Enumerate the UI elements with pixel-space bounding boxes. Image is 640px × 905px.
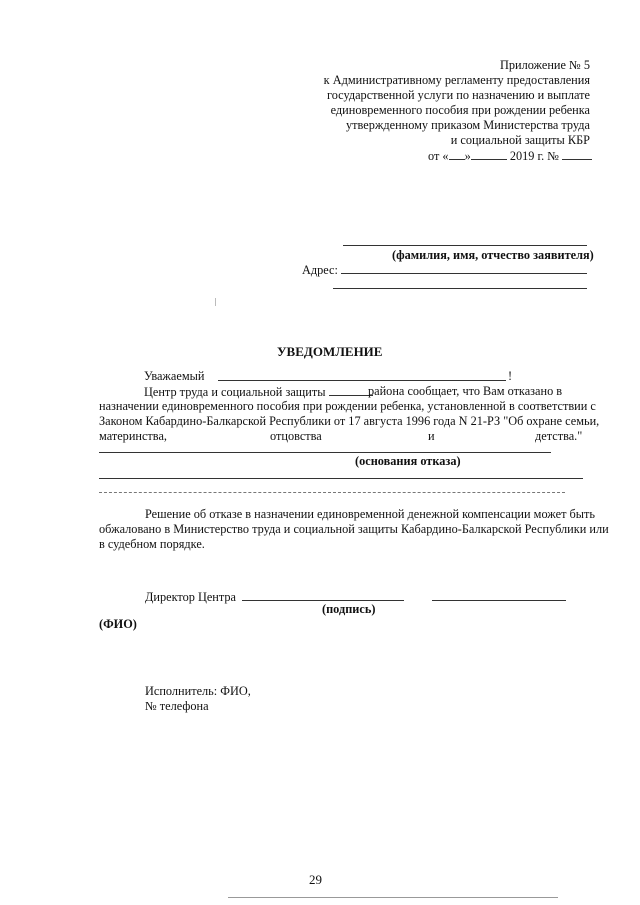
appendix-number: Приложение № 5	[499, 58, 590, 72]
reason-line-3	[99, 492, 565, 493]
notice-word-4: детства."	[535, 429, 583, 443]
center-name-text: Центр труда и социальной защиты	[144, 385, 326, 399]
name-line	[432, 600, 566, 601]
date-prefix: от «	[428, 149, 449, 163]
executor-line-2: № телефона	[145, 699, 209, 713]
page-number: 29	[309, 872, 322, 887]
appendix-line-5: утвержденному приказом Министерства труда	[346, 118, 590, 132]
salutation-name-line	[218, 380, 506, 381]
date-year: 2019 г. №	[509, 149, 560, 163]
date-day-blank	[449, 148, 465, 160]
district-blank	[329, 384, 373, 396]
executor-line-1: Исполнитель: ФИО,	[145, 684, 251, 698]
salutation-exclaim: !	[508, 369, 513, 383]
reason-line-2	[99, 478, 583, 479]
notice-line-2: назначении единовременного пособия при рождении ребенка, установленной в соответствии с	[99, 399, 596, 413]
appeal-line-3: в судебном порядке.	[99, 537, 205, 551]
bottom-scan-line	[228, 897, 558, 898]
reason-caption: (основания отказа)	[355, 454, 461, 468]
address-line-2	[333, 288, 587, 289]
notice-line-1	[144, 384, 373, 400]
appendix-date-line	[428, 148, 592, 164]
applicant-name-line	[343, 245, 587, 246]
reason-line-1	[99, 452, 551, 453]
signature-line	[242, 600, 404, 601]
applicant-name-caption: (фамилия, имя, отчество заявителя)	[392, 248, 594, 262]
appendix-line-6: и социальной защиты КБР	[450, 133, 590, 147]
order-number-blank	[562, 148, 592, 160]
fio-caption: (ФИО)	[99, 617, 137, 631]
notice-word-1: материнства,	[99, 429, 167, 443]
appendix-line-3: государственной услуги по назначению и выплате	[326, 88, 590, 102]
address-line-1	[341, 273, 587, 274]
date-month-blank	[471, 148, 507, 160]
notice-line-1-cont: района сообщает, что Вам отказано в	[368, 384, 563, 398]
address-label: Адрес:	[302, 263, 338, 277]
notice-word-3: и	[428, 429, 435, 443]
salutation-label: Уважаемый	[144, 369, 205, 383]
appeal-line-2: обжаловано в Министерство труда и социальной защиты Кабардино-Балкарской Республики или	[99, 522, 609, 536]
notice-word-2: отцовства	[270, 429, 322, 443]
signature-caption: (подпись)	[322, 602, 376, 616]
date-mid: »	[464, 149, 471, 163]
scan-mark	[215, 298, 216, 306]
notice-line-3: Законом Кабардино-Балкарской Республики от 17 августа 1996 года N 21-РЗ "Об охране семьи,	[99, 414, 600, 428]
appeal-line-1: Решение об отказе в назначении единовременной денежной компенсации может быть	[145, 507, 596, 521]
appendix-line-4: единовременного пособия при рождении ребенка	[330, 103, 590, 117]
appendix-line-2: к Административному регламенту предоставления	[323, 73, 590, 87]
director-label: Директор Центра	[145, 590, 237, 604]
notice-title: УВЕДОМЛЕНИЕ	[277, 344, 383, 359]
